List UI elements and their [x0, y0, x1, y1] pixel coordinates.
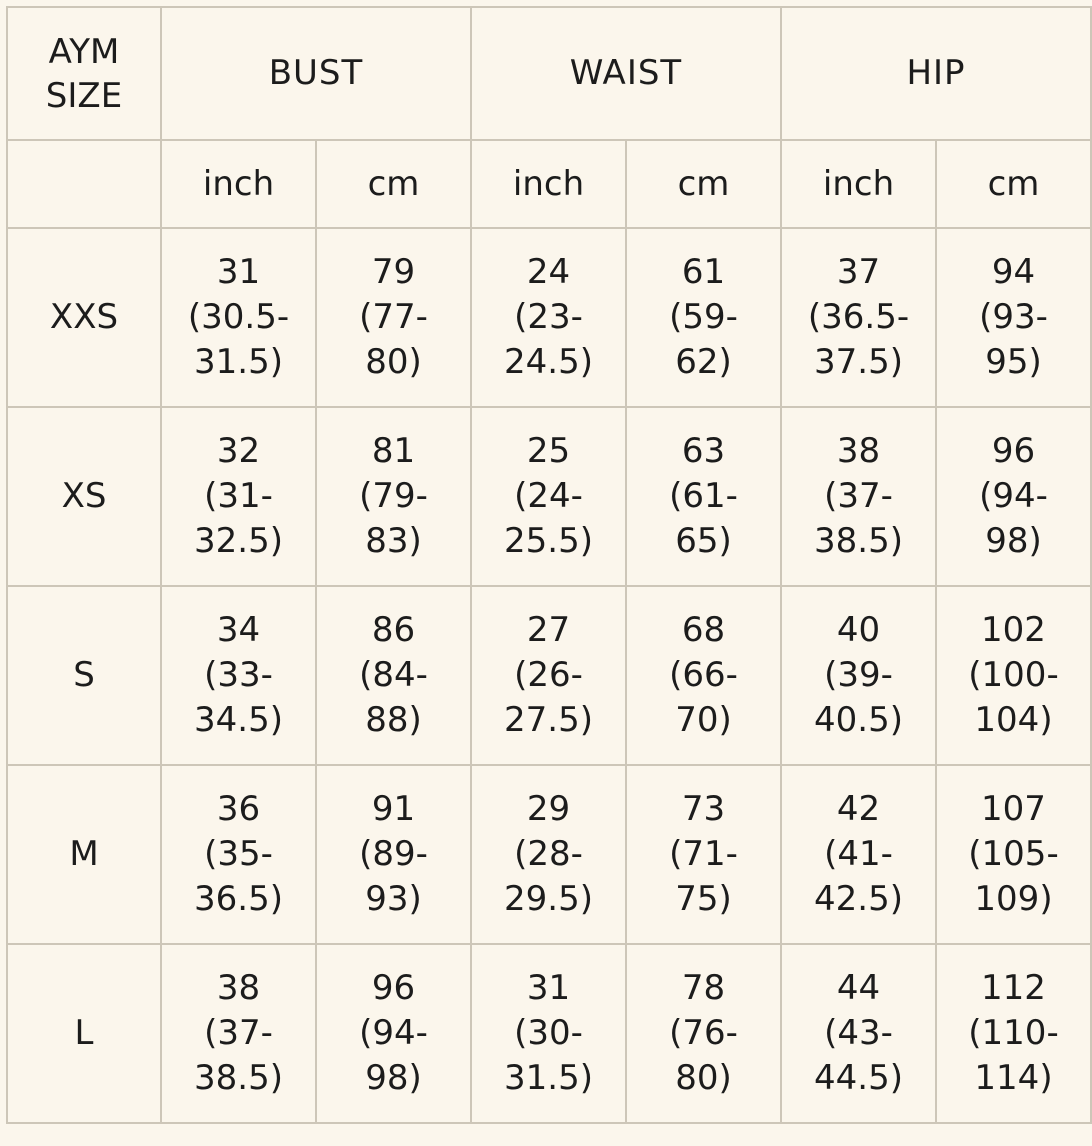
measurement-main: 112: [981, 968, 1046, 1008]
table-row: [7, 407, 1091, 586]
measurement-lo: (100-: [968, 655, 1059, 695]
table-row: [7, 586, 1091, 765]
measurement-lo: (30.5-: [187, 297, 290, 337]
measurement-main: 27: [526, 610, 571, 650]
measurement-hi: 98): [985, 521, 1042, 561]
measurement-lo: (36.5-: [807, 297, 910, 337]
measurement-lo: (33-: [204, 655, 273, 695]
size-label: XS: [7, 407, 161, 586]
measurement-hi: 40.5): [814, 700, 903, 740]
measurement-hi: 114): [974, 1058, 1053, 1098]
measurement-main: 44: [836, 968, 881, 1008]
measurement-hi: 25.5): [504, 521, 593, 561]
unit-header: inch: [161, 140, 316, 228]
measurement-lo: (26-: [514, 655, 583, 695]
measurement-hi: 109): [974, 879, 1053, 919]
measurement-hi: 44.5): [814, 1058, 903, 1098]
measurement-main: 96: [371, 968, 416, 1008]
measurement-lo: (35-: [204, 834, 273, 874]
unit-header: cm: [626, 140, 781, 228]
measurement-cell: [471, 407, 626, 586]
measurement-cell: [161, 944, 316, 1123]
measurement-hi: 38.5): [814, 521, 903, 561]
measurement-main: 81: [371, 431, 416, 471]
measurement-lo: (94-: [979, 476, 1048, 516]
measurement-main: 96: [991, 431, 1036, 471]
measurement-lo: (24-: [514, 476, 583, 516]
measurement-main: 94: [991, 252, 1036, 292]
measurement-main: 61: [681, 252, 726, 292]
measurement-main: 24: [526, 252, 571, 292]
measurement-lo: (28-: [514, 834, 583, 874]
measurement-lo: (37-: [824, 476, 893, 516]
table-row: [7, 944, 1091, 1123]
measurement-lo: (41-: [824, 834, 893, 874]
size-table: [6, 6, 1092, 1124]
unit-header: cm: [936, 140, 1091, 228]
waist-group-header: WAIST: [471, 7, 781, 140]
measurement-main: 79: [371, 252, 416, 292]
measurement-lo: (66-: [669, 655, 738, 695]
measurement-main: 73: [681, 789, 726, 829]
measurement-lo: (110-: [968, 1013, 1059, 1053]
measurement-hi: 31.5): [194, 342, 283, 382]
measurement-main: 68: [681, 610, 726, 650]
measurement-hi: 31.5): [504, 1058, 593, 1098]
measurement-lo: (61-: [669, 476, 738, 516]
measurement-lo: (93-: [979, 297, 1048, 337]
measurement-cell: [471, 944, 626, 1123]
measurement-lo: (37-: [204, 1013, 273, 1053]
measurement-cell: [316, 586, 471, 765]
measurement-cell: [626, 407, 781, 586]
measurement-cell: [626, 586, 781, 765]
measurement-lo: (89-: [359, 834, 428, 874]
measurement-hi: 29.5): [504, 879, 593, 919]
measurement-main: 37: [836, 252, 881, 292]
measurement-hi: 36.5): [194, 879, 283, 919]
bust-group-header: BUST: [161, 7, 471, 140]
measurement-main: 25: [526, 431, 571, 471]
measurement-lo: (59-: [669, 297, 738, 337]
measurement-hi: 37.5): [814, 342, 903, 382]
table-row: [7, 765, 1091, 944]
measurement-hi: 93): [365, 879, 422, 919]
size-header-line1: AYM: [48, 31, 120, 72]
measurement-lo: (105-: [968, 834, 1059, 874]
unit-header: inch: [471, 140, 626, 228]
measurement-cell: [161, 407, 316, 586]
measurement-lo: (77-: [359, 297, 428, 337]
unit-header-blank: [7, 140, 161, 228]
measurement-cell: [936, 765, 1091, 944]
measurement-cell: [161, 765, 316, 944]
measurement-cell: [471, 228, 626, 407]
measurement-cell: [161, 586, 316, 765]
size-header-line2: SIZE: [45, 75, 123, 116]
measurement-main: 31: [526, 968, 571, 1008]
header-row-groups: [7, 7, 1091, 140]
unit-header: inch: [781, 140, 936, 228]
measurement-main: 29: [526, 789, 571, 829]
measurement-main: 38: [216, 968, 261, 1008]
measurement-hi: 88): [365, 700, 422, 740]
measurement-lo: (76-: [669, 1013, 738, 1053]
measurement-lo: (84-: [359, 655, 428, 695]
measurement-lo: (30-: [514, 1013, 583, 1053]
measurement-cell: [626, 944, 781, 1123]
measurement-hi: 70): [675, 700, 732, 740]
measurement-lo: (79-: [359, 476, 428, 516]
measurement-cell: [161, 228, 316, 407]
measurement-main: 38: [836, 431, 881, 471]
measurement-main: 42: [836, 789, 881, 829]
measurement-main: 78: [681, 968, 726, 1008]
measurement-cell: [936, 944, 1091, 1123]
measurement-main: 107: [981, 789, 1046, 829]
measurement-lo: (71-: [669, 834, 738, 874]
measurement-cell: [781, 765, 936, 944]
measurement-lo: (39-: [824, 655, 893, 695]
measurement-hi: 24.5): [504, 342, 593, 382]
measurement-cell: [626, 765, 781, 944]
size-chart: [6, 6, 1092, 1146]
measurement-hi: 75): [675, 879, 732, 919]
measurement-cell: [316, 765, 471, 944]
measurement-cell: [316, 944, 471, 1123]
measurement-lo: (43-: [824, 1013, 893, 1053]
measurement-hi: 104): [974, 700, 1053, 740]
measurement-cell: [471, 586, 626, 765]
measurement-lo: (94-: [359, 1013, 428, 1053]
measurement-cell: [626, 228, 781, 407]
measurement-hi: 32.5): [194, 521, 283, 561]
measurement-hi: 34.5): [194, 700, 283, 740]
size-label: M: [7, 765, 161, 944]
measurement-hi: 95): [985, 342, 1042, 382]
measurement-hi: 42.5): [814, 879, 903, 919]
size-label: XXS: [7, 228, 161, 407]
measurement-hi: 62): [675, 342, 732, 382]
table-row: [7, 228, 1091, 407]
measurement-cell: [936, 586, 1091, 765]
measurement-main: 86: [371, 610, 416, 650]
measurement-main: 63: [681, 431, 726, 471]
measurement-hi: 65): [675, 521, 732, 561]
measurement-hi: 38.5): [194, 1058, 283, 1098]
measurement-hi: 80): [675, 1058, 732, 1098]
measurement-hi: 98): [365, 1058, 422, 1098]
measurement-main: 102: [981, 610, 1046, 650]
measurement-cell: [471, 765, 626, 944]
measurement-main: 91: [371, 789, 416, 829]
measurement-main: 40: [836, 610, 881, 650]
measurement-cell: [781, 407, 936, 586]
measurement-lo: (23-: [514, 297, 583, 337]
measurement-lo: (31-: [204, 476, 273, 516]
unit-header: cm: [316, 140, 471, 228]
header-row-units: [7, 140, 1091, 228]
measurement-cell: [936, 228, 1091, 407]
measurement-main: 34: [216, 610, 261, 650]
measurement-hi: 80): [365, 342, 422, 382]
measurement-main: 32: [216, 431, 261, 471]
measurement-cell: [316, 228, 471, 407]
measurement-hi: 83): [365, 521, 422, 561]
measurement-cell: [781, 228, 936, 407]
hip-group-header: HIP: [781, 7, 1091, 140]
size-label: S: [7, 586, 161, 765]
measurement-cell: [781, 944, 936, 1123]
size-column-header: [7, 7, 161, 140]
measurement-main: 31: [216, 252, 261, 292]
measurement-hi: 27.5): [504, 700, 593, 740]
measurement-main: 36: [216, 789, 261, 829]
size-label: L: [7, 944, 161, 1123]
measurement-cell: [781, 586, 936, 765]
measurement-cell: [936, 407, 1091, 586]
measurement-cell: [316, 407, 471, 586]
